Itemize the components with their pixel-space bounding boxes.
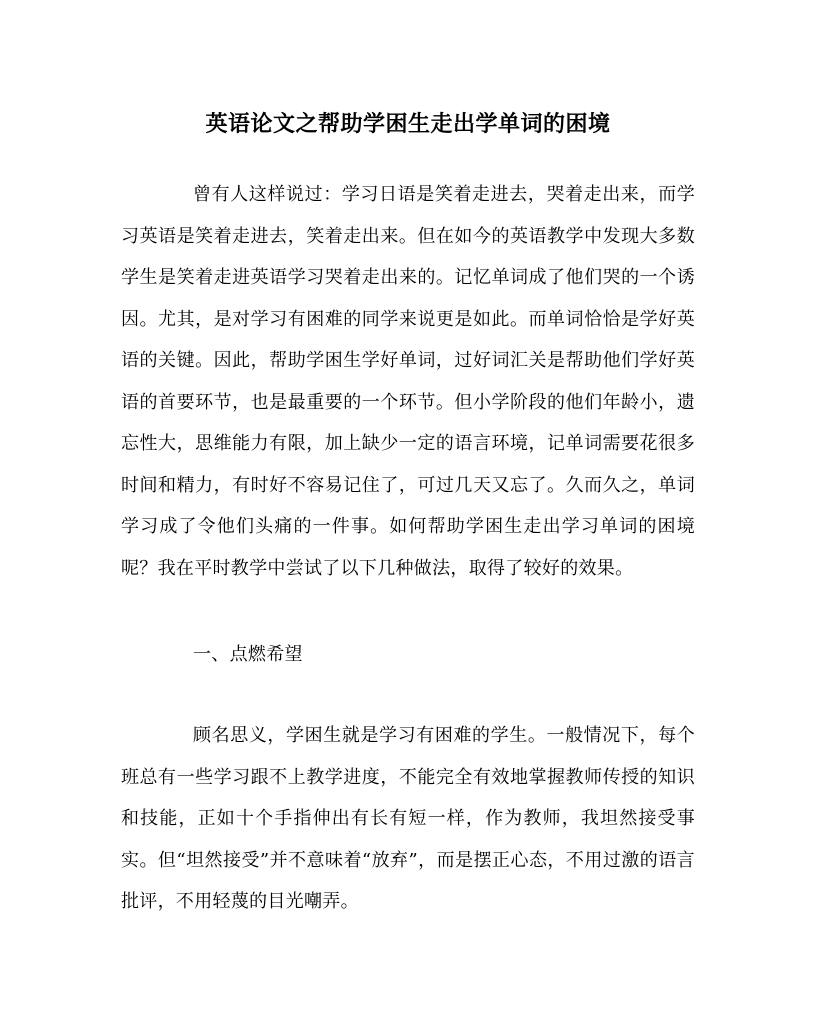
- intro-paragraph: 曾有人这样说过：学习日语是笑着走进去，哭着走出来，而学习英语是笑着走进去，笑着走出来。但在如今的英语教学中发现大多数学生是笑着走进英语学习哭着走出来的。记忆单词成了他们哭的一个诱因。尤其，是对学习有困难的同学来说更是如此。而单词恰恰是学好英语的关键。因此，帮助学困生学好单词，过好词汇关是帮助他们学好英语的首要环节，也是最重要的一个环节。但小学阶段的他们年龄小，遗忘性大，思维能力有限，加上缺少一定的语言环境，记单词需要花很多时间和精力，有时好不容易记住了，可过几天又忘了。久而久之，单词学习成了令他们头痛的一件事。如何帮助学困生走出学习单词的困境呢？我在平时教学中尝试了以下几种做法，取得了较好的效果。: [121, 184, 695, 579]
- section-paragraph: 顾名思义，学困生就是学习有困难的学生。一般情况下，每个班总有一些学习跟不上教学进度，不能完全有效地掌握教师传授的知识和技能，正如十个手指伸出有长有短一样，作为教师，我坦然接受事实。但“坦然接受”并不意味着“放弃”，而是摆正心态，不用过激的语言批评，不用轻蔑的目光嘲弄。: [121, 725, 695, 912]
- document-title: 英语论文之帮助学困生走出学单词的困境: [205, 111, 611, 137]
- section-heading: 一、点燃希望: [193, 644, 303, 665]
